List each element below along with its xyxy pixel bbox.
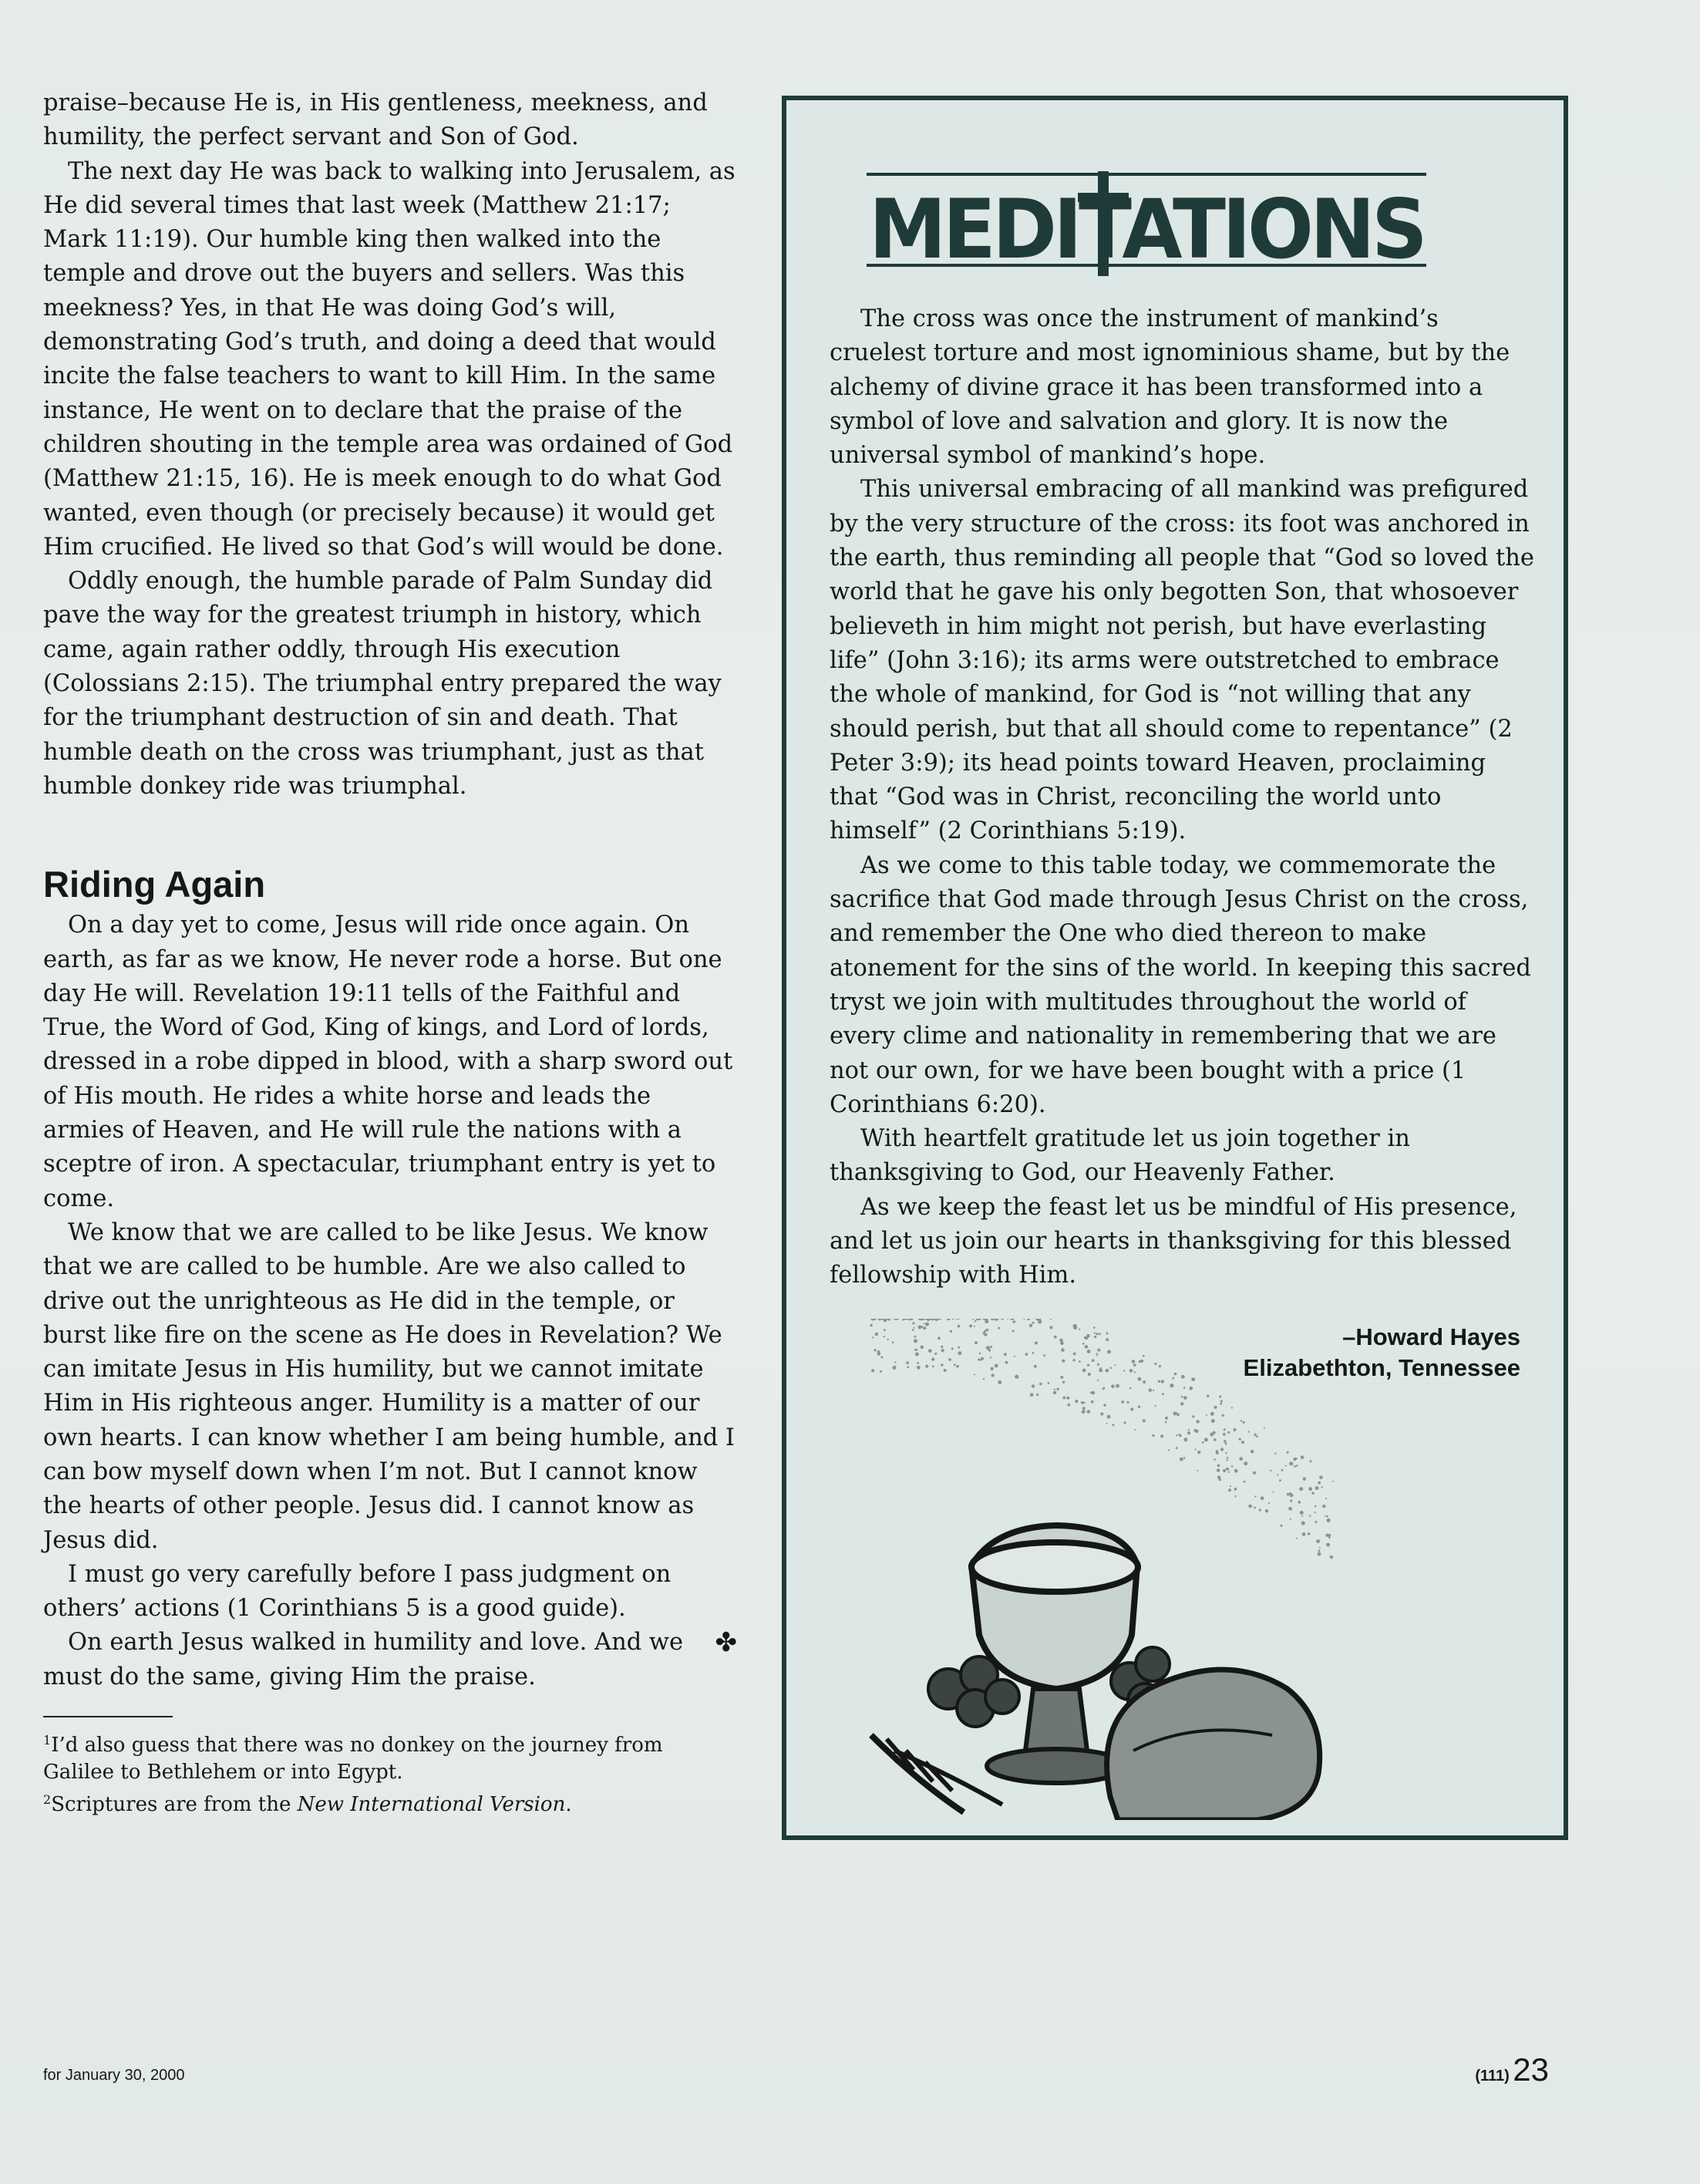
footnote-1: $^1$I’d also guess that there was no donkey on the journey from Galilee to Bethlehem or into Egypt. [43, 1733, 663, 1785]
article-paragraph: Oddly enough, the humble parade of Palm Sunday did pave the way for the greatest triumph in history, which came, again rather oddly, through His execution (Colossians 2:15). The triumphal entry prepared the way for the triumphant destruction of sin and death. That humble death on the cross was triumphant, just as that humble donkey ride was triumphal. [43, 568, 722, 800]
page-number: (111) 23 [1475, 2051, 1549, 2088]
author-location: Elizabethton, Tennessee [1243, 1354, 1520, 1381]
article-column [43, 86, 737, 1818]
footnote-divider [43, 1716, 173, 1717]
article-last-paragraph: ✤ On earth Jesus walked in humility and love. And we must do the same, giving Him the praise. [43, 1627, 737, 1690]
meditation-paragraph: With heartfelt gratitude let us join together in thanksgiving to God, our Heavenly Father. [830, 1125, 1410, 1187]
article-paragraph: We know that we are called to be like Jesus. We know that we are called to be humble. Are we also called to drive out the unrighteous as He did in the temple, or burst like fire on the scene as He does in Revelation? We can imitate Jesus in His humility, but we cannot imitate Him in His righteous anger. Humility is a matter of our own hearts. I can know whether I am being humble, and I can bow myself down when I’m not. But I cannot know the hearts of other people. Jesus did. I cannot know as Jesus did. [43, 1218, 735, 1554]
communion-illustration-icon [825, 1319, 1365, 1820]
article-paragraph: I must go very carefully before I pass judgment on others’ actions (1 Corinthians 5 is a good guide). [43, 1560, 672, 1623]
meditation-paragraph: As we keep the feast let us be mindful of His presence, and let us join our hearts in thanksgiving for this blessed fellowship with Him. [830, 1193, 1517, 1289]
meditations-title-graphic [867, 171, 1426, 276]
article-paragraph: On a day yet to come, Jesus will ride once again. On earth, as far as we know, He never rode a horse. But one day He will. Revelation 19:11 tells of the Faithful and True, the Word of God, King of kings, and Lord of lords, dressed in a robe dipped in blood, with a sharp sword out of His mouth. He rides a white horse and leads the armies of Heaven, and He will rule the nations with a sceptre of iron. A spectacular, triumphant entry is yet to come. [43, 912, 733, 1212]
meditation-paragraph: As we come to this table today, we commemorate the sacrifice that God made through Jesus Christ on the cross, and remember the One who died thereon to make atonement for the sins of the world. In keeping this sacred tryst we join with multitudes throughout the world of every clime and nationality in remembering that we are not our own, for we have been bought with a price (1 Corinthians 6:20). [830, 851, 1531, 1118]
author-name: –Howard Hayes [1342, 1323, 1520, 1350]
svg-text:MEDITATIONS: MEDITATIONS [869, 182, 1424, 276]
meditations-text [830, 302, 1539, 1293]
footnote-2: $^2$Scriptures are from the New International Version. [43, 1792, 572, 1817]
meditations-masthead [867, 171, 1426, 276]
article-paragraph: The next day He was back to walking into Jerusalem, as He did several times that last week (Matthew 21:17; Mark 11:19). Our humble king then walked into the temple and drove out the buyers and sellers. Was this meekness? Yes, in that He was doing God’s will, demonstrating God’s truth, and doing a deed that would incite the false teachers to want to kill Him. In the same instance, He went on to declare that the praise of the children shouting in the temple area was ordained of God (Matthew 21:15, 16). He is meek enough to do what God wanted, even though (or precisely because) it would get Him crucified. He lived so that God’s will would be done. [43, 157, 736, 561]
issue-date: for January 30, 2000 [43, 2067, 185, 2084]
end-of-article-mark: ✤ [715, 1627, 737, 1659]
article-paragraph: praise–because He is, in His gentleness, meekness, and humility, the perfect servant and Son of God. [43, 89, 708, 151]
meditations-box [782, 96, 1568, 1840]
meditation-paragraph: This universal embracing of all mankind was prefigured by the very structure of the cross: its foot was anchored in the earth, thus reminding all people that “God so loved the world that he gave his only begotten Son, that whosoever believeth in him might not perish, but have everlasting life” (John 3:16); its arms were outstretched to embrace the whole of mankind, for God is “not willing that any should perish, but that all should come to repentance” (2 Peter 3:9); its head points toward Heaven, proclaiming that “God was in Christ, reconciling the world unto himself” (2 Corinthians 5:19). [830, 476, 1534, 845]
section-heading: Riding Again [43, 864, 266, 905]
meditation-paragraph: The cross was once the instrument of mankind’s cruelest torture and most ignominious shame, but by the alchemy of divine grace it has been transformed into a symbol of love and salvation and glory. It is now the universal symbol of mankind’s hope. [830, 305, 1510, 470]
